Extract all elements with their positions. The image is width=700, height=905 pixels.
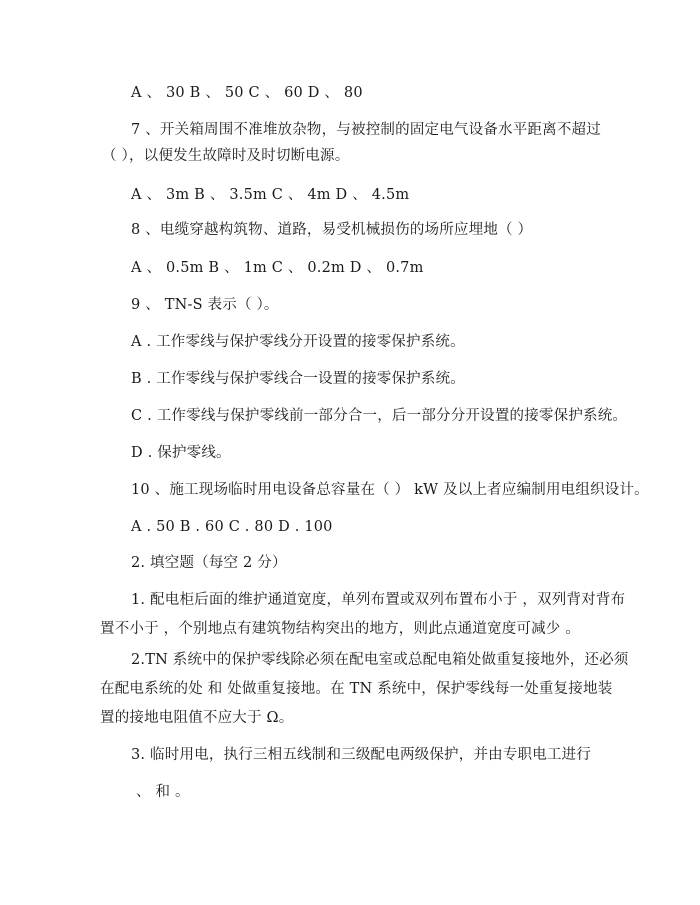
q7-options: A 、 3m B 、 3.5m C 、 4m D 、 4.5m <box>131 187 410 203</box>
q8-text: 8 、电缆穿越构筑物、道路，易受机械损伤的场所应埋地（ ） <box>131 222 533 238</box>
q6-options: A 、 30 B 、 50 C 、 60 D 、 80 <box>131 85 363 101</box>
q7-text-line1: 7 、开关箱周围不准堆放杂物，与被控制的固定电气设备水平距离不超过 <box>131 122 601 138</box>
fill-question-2-line1: 2.TN 系统中的保护零线除必须在配电室或总配电箱处做重复接地外，还必须 <box>131 652 629 668</box>
fill-question-1-line1: 1. 配电柜后面的维护通道宽度，单列布置或双列布置布小于 ，双列背对背布 <box>131 592 626 608</box>
fill-question-3 <box>100 741 605 807</box>
q10-options: A . 50 B . 60 C . 80 D . 100 <box>131 519 333 535</box>
q9-option-b: B . 工作零线与保护零线合一设置的接零保护系统。 <box>131 371 465 387</box>
section-2-title: 2. 填空题（每空 2 分） <box>131 555 287 571</box>
fill-question-3-line2: 、 和 。 <box>136 784 190 800</box>
q7-text-line2: （ ），以便发生故障时及时切断电源。 <box>102 148 350 164</box>
fill-question-2 <box>100 646 629 733</box>
fill-question-1 <box>100 586 626 644</box>
fill-question-2-line2: 在配电系统的处 和 处做重复接地。在 TN 系统中，保护零线每一处重复接地装 <box>100 681 613 697</box>
q9-option-d: D . 保护零线。 <box>131 445 231 461</box>
q9-option-c: C . 工作零线与保护零线前一部分合一，后一部分分开设置的接零保护系统。 <box>131 408 628 424</box>
fill-question-1-line2: 置不小于 ，个别地点有建筑物结构突出的地方，则此点通道宽度可减少 。 <box>100 621 581 637</box>
fill-question-2-line3: 置的接地电阻值不应大于 Ω。 <box>100 710 294 726</box>
q8-options: A 、 0.5m B 、 1m C 、 0.2m D 、 0.7m <box>131 260 424 276</box>
q9-text: 9 、 TN-S 表示（ ）。 <box>131 297 279 313</box>
q10-text: 10 、施工现场临时用电设备总容量在（ ） kW 及以上者应编制用电组织设计。 <box>131 482 649 498</box>
q9-option-a: A . 工作零线与保护零线分开设置的接零保护系统。 <box>131 334 465 350</box>
fill-question-3-line1: 3. 临时用电，执行三相五线制和三级配电两级保护，并由专职电工进行 <box>131 747 592 763</box>
